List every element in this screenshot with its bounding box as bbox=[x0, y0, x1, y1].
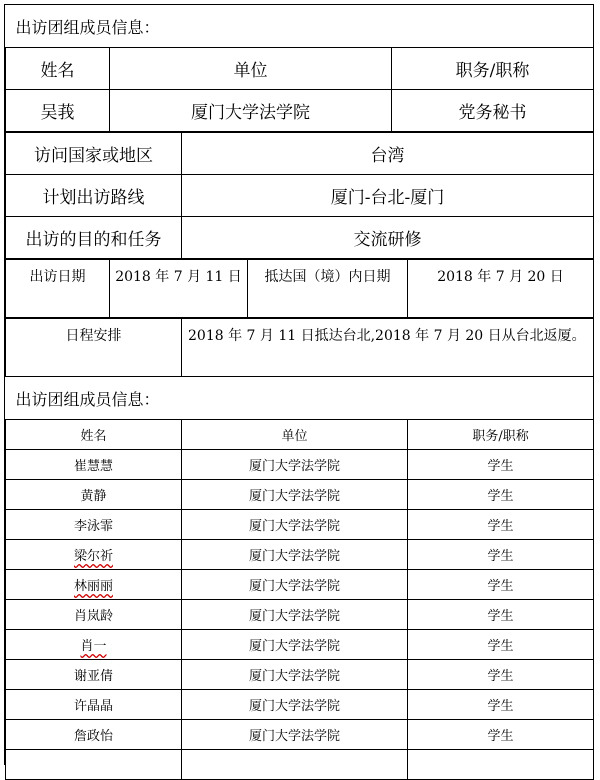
member-name-text: 肖一 bbox=[80, 639, 107, 654]
member-unit: 厦门大学法学院 bbox=[182, 450, 408, 480]
schedule-value: 2018 年 7 月 11 日抵达台北,2018 年 7 月 20 日从台北返厦。 bbox=[182, 319, 594, 377]
document-page bbox=[4, 4, 594, 765]
table-row bbox=[6, 90, 594, 132]
trip-purpose-row bbox=[6, 217, 594, 259]
route-label: 计划出访路线 bbox=[6, 175, 182, 217]
table-row bbox=[6, 600, 594, 630]
cell-name: 吴莪 bbox=[6, 90, 110, 132]
member-unit: 厦门大学法学院 bbox=[182, 660, 408, 690]
member-unit: 厦门大学法学院 bbox=[182, 540, 408, 570]
cell-title: 党务秘书 bbox=[392, 90, 594, 132]
schedule-table bbox=[5, 318, 594, 377]
member-unit: 厦门大学法学院 bbox=[182, 480, 408, 510]
members-header-row bbox=[6, 420, 594, 450]
dates-table bbox=[5, 259, 594, 318]
purpose-value: 交流研修 bbox=[182, 217, 594, 259]
member-title: 学生 bbox=[408, 570, 594, 600]
member-title: 学生 bbox=[408, 660, 594, 690]
member-name: 崔慧慧 bbox=[6, 450, 182, 480]
member-name: 黄静 bbox=[6, 480, 182, 510]
header-unit: 单位 bbox=[110, 48, 392, 90]
member-unit: 厦门大学法学院 bbox=[182, 570, 408, 600]
table-row bbox=[6, 660, 594, 690]
member-name: 詹政怡 bbox=[6, 720, 182, 750]
member-name: 李泳霏 bbox=[6, 510, 182, 540]
table-row bbox=[6, 720, 594, 750]
member-name bbox=[6, 630, 182, 660]
members-table bbox=[5, 377, 594, 780]
depart-label: 出访日期 bbox=[6, 260, 110, 318]
arrive-value: 2018 年 7 月 20 日 bbox=[408, 260, 594, 318]
leader-table bbox=[5, 5, 594, 132]
purpose-label: 出访的目的和任务 bbox=[6, 217, 182, 259]
member-title: 学生 bbox=[408, 450, 594, 480]
header-name: 姓名 bbox=[6, 48, 110, 90]
member-name: 谢亚倩 bbox=[6, 660, 182, 690]
member-title: 学生 bbox=[408, 720, 594, 750]
table-row bbox=[6, 690, 594, 720]
table-row bbox=[6, 450, 594, 480]
header-name: 姓名 bbox=[6, 420, 182, 450]
member-title: 学生 bbox=[408, 690, 594, 720]
member-unit: 厦门大学法学院 bbox=[182, 690, 408, 720]
trip-table bbox=[5, 132, 594, 259]
country-label: 访问国家或地区 bbox=[6, 133, 182, 175]
member-name bbox=[6, 540, 182, 570]
header-title: 职务/职称 bbox=[408, 420, 594, 450]
member-unit: 厦门大学法学院 bbox=[182, 510, 408, 540]
table-header-row bbox=[6, 48, 594, 90]
trip-country-row bbox=[6, 133, 594, 175]
table-row bbox=[6, 540, 594, 570]
member-title: 学生 bbox=[408, 600, 594, 630]
member-unit: 厦门大学法学院 bbox=[182, 720, 408, 750]
member-name-text: 林丽丽 bbox=[73, 579, 113, 594]
section-title: 出访团组成员信息： bbox=[6, 5, 594, 48]
table-row bbox=[6, 480, 594, 510]
member-title: 学生 bbox=[408, 510, 594, 540]
header-unit: 单位 bbox=[182, 420, 408, 450]
cell-unit: 厦门大学法学院 bbox=[110, 90, 392, 132]
member-title: 学生 bbox=[408, 540, 594, 570]
member-unit: 厦门大学法学院 bbox=[182, 630, 408, 660]
member-name bbox=[6, 570, 182, 600]
member-name-text: 梁尔祈 bbox=[73, 549, 113, 564]
route-value: 厦门-台北-厦门 bbox=[182, 175, 594, 217]
table-row bbox=[6, 510, 594, 540]
table-row bbox=[6, 570, 594, 600]
depart-value: 2018 年 7 月 11 日 bbox=[110, 260, 248, 318]
country-value: 台湾 bbox=[182, 133, 594, 175]
member-name: 许晶晶 bbox=[6, 690, 182, 720]
arrive-label: 抵达国（境）内日期 bbox=[248, 260, 408, 318]
header-title: 职务/职称 bbox=[392, 48, 594, 90]
member-title: 学生 bbox=[408, 630, 594, 660]
table-row-partial bbox=[6, 750, 594, 780]
schedule-row bbox=[6, 319, 594, 377]
member-unit: 厦门大学法学院 bbox=[182, 600, 408, 630]
trip-route-row bbox=[6, 175, 594, 217]
schedule-label: 日程安排 bbox=[6, 319, 182, 377]
member-title: 学生 bbox=[408, 480, 594, 510]
table-row bbox=[6, 630, 594, 660]
member-name: 肖岚龄 bbox=[6, 600, 182, 630]
dates-row bbox=[6, 260, 594, 318]
section-title-2: 出访团组成员信息： bbox=[6, 377, 594, 420]
